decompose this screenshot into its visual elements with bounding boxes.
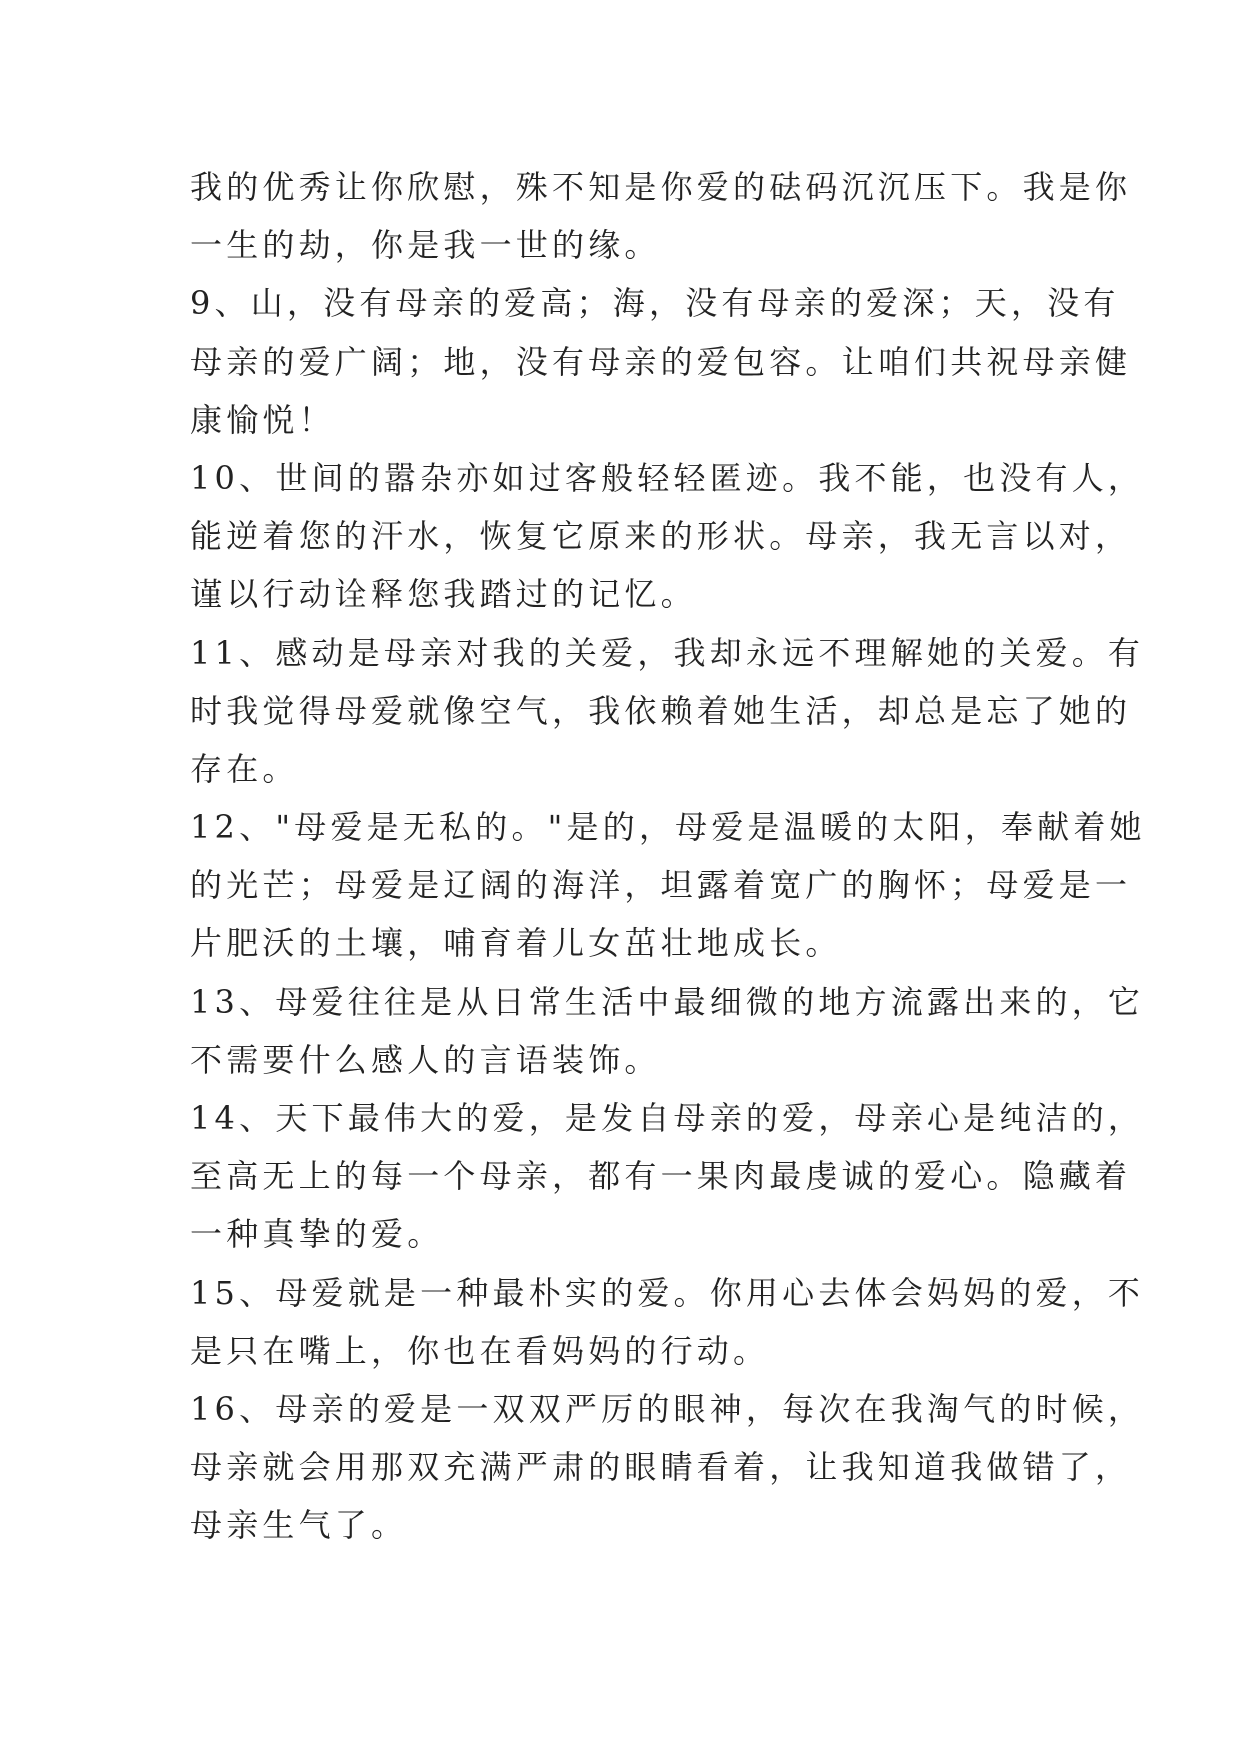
text-line: 是只在嘴上，你也在看妈妈的行动。 xyxy=(190,1331,770,1370)
text-line: 11、感动是母亲对我的关爱，我却永远不理解她的关爱。有 xyxy=(190,633,1145,672)
text-line: 我的优秀让你欣慰，殊不知是你爱的砝码沉沉压下。我是你 xyxy=(190,168,1132,206)
text-line: 存在。 xyxy=(190,749,299,788)
text-line: 母亲就会用那双充满严肃的眼睛看着，让我知道我做错了， xyxy=(190,1448,1132,1487)
text-line: 康愉悦！ xyxy=(190,400,335,439)
text-line: 母亲生气了。 xyxy=(190,1506,408,1545)
text-line: 不需要什么感人的言语装饰。 xyxy=(190,1040,661,1079)
text-line: 能逆着您的汗水，恢复它原来的形状。母亲，我无言以对， xyxy=(190,517,1132,556)
text-line: 的光芒；母爱是辽阔的海洋，坦露着宽广的胸怀；母爱是一 xyxy=(190,866,1132,905)
text-line: 13、母爱往往是从日常生活中最细微的地方流露出来的，它 xyxy=(190,982,1145,1021)
text-line: 至高无上的每一个母亲，都有一果肉最虔诚的爱心。隐藏着 xyxy=(190,1157,1132,1196)
text-line: 母亲的爱广阔；地，没有母亲的爱包容。让咱们共祝母亲健 xyxy=(190,342,1132,381)
text-line: 一种真挚的爱。 xyxy=(190,1215,444,1254)
text-line: 一生的劫，你是我一世的缘。 xyxy=(190,226,661,265)
text-line: 14、天下最伟大的爱，是发自母亲的爱，母亲心是纯洁的， xyxy=(190,1099,1145,1137)
text-line: 12、"母爱是无私的。"是的，母爱是温暖的太阳，奉献着她 xyxy=(190,808,1146,847)
text-line: 片肥沃的土壤，哺育着儿女茁壮地成长。 xyxy=(190,924,842,963)
document-body xyxy=(190,158,1146,1555)
text-line: 16、母亲的爱是一双双严厉的眼神，每次在我淘气的时候， xyxy=(190,1389,1145,1428)
text-line: 谨以行动诠释您我踏过的记忆。 xyxy=(190,575,697,614)
text-line: 10、世间的嚣杂亦如过客般轻轻匿迹。我不能，也没有人， xyxy=(190,458,1145,497)
text-line: 15、母爱就是一种最朴实的爱。你用心去体会妈妈的爱，不 xyxy=(190,1273,1145,1312)
text-line: 9、山，没有母亲的爱高；海，没有母亲的爱深；天，没有 xyxy=(190,284,1120,323)
text-line: 时我觉得母爱就像空气，我依赖着她生活，却总是忘了她的 xyxy=(190,691,1132,730)
